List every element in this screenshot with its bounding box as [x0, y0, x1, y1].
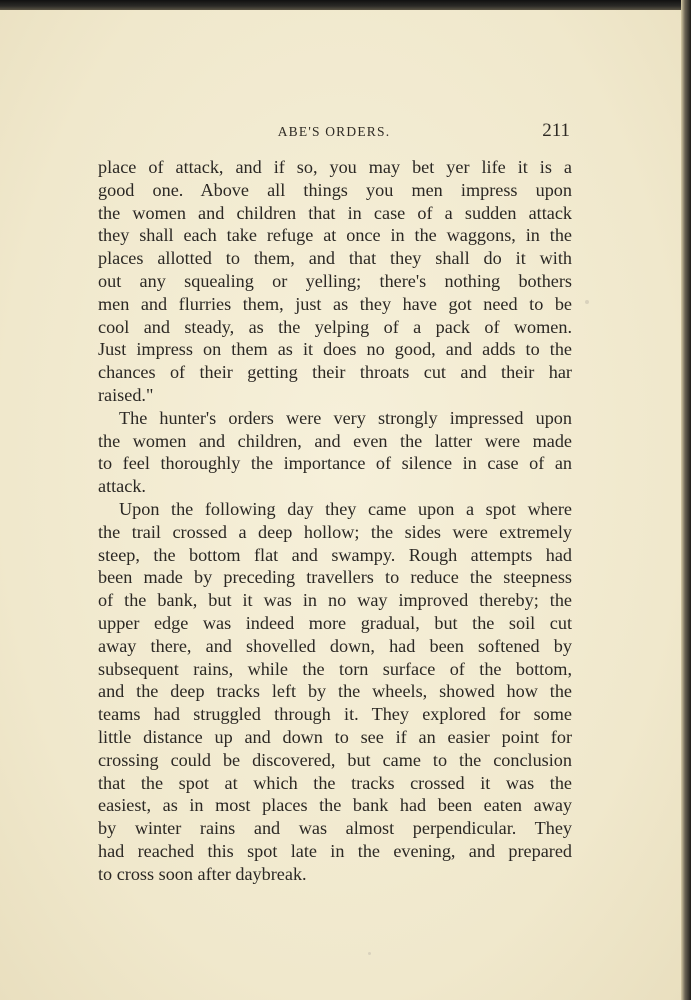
running-title: ABE'S ORDERS. — [277, 124, 391, 139]
text-line: to cross soon after daybreak. — [98, 863, 307, 884]
text-line: the women and children that in case of a sudden attack — [98, 202, 572, 223]
text-line: to feel thoroughly the importance of silence in case of an — [98, 453, 572, 474]
text-line: and the deep tracks left by the wheels, showed how the — [98, 681, 572, 702]
text-line: place of attack, and if so, you may bet yer life it is a — [98, 157, 572, 177]
text-line: teams had struggled through it. They explored for some — [98, 704, 572, 725]
text-line: raised." — [98, 384, 154, 405]
text-line: the women and children, and even the latter were made — [98, 430, 572, 451]
body-text — [98, 156, 572, 886]
text-line: men and flurries them, just as they have got need to be — [98, 293, 572, 314]
page-top-edge — [0, 0, 691, 10]
text-line: easiest, as in most places the bank had been eaten away — [98, 795, 572, 816]
text-line: Just impress on them as it does no good, and adds to the — [98, 339, 572, 360]
text-line: steep, the bottom flat and swampy. Rough attempts had — [98, 544, 572, 565]
text-line: places allotted to them, and that they shall do it with — [98, 248, 572, 269]
text-line: cool and steady, as the yelping of a pack of women. — [98, 316, 572, 337]
paper-speck — [585, 300, 589, 304]
text-line: away there, and shovelled down, had been softened by — [98, 635, 572, 656]
page-right-edge — [681, 0, 691, 1000]
text-line: chances of their getting their throats cut and their har — [98, 362, 572, 383]
text-line: The hunter's orders were very strongly impressed upon — [119, 407, 572, 428]
text-line: that the spot at which the tracks crossed it was the — [98, 772, 572, 793]
text-line: good one. Above all things you men impress upon — [98, 179, 572, 200]
text-line: out any squealing or yelling; there's nothing bothers — [98, 270, 572, 291]
running-head — [96, 120, 572, 144]
text-line: had reached this spot late in the evening, and prepared — [98, 840, 572, 861]
text-line: they shall each take refuge at once in the waggons, in the — [98, 225, 572, 246]
text-line: attack. — [98, 476, 146, 497]
text-line: little distance up and down to see if an easier point for — [98, 726, 572, 747]
text-line: Upon the following day they came upon a spot where — [119, 498, 572, 519]
text-line: by winter rains and was almost perpendicular. They — [98, 818, 572, 839]
text-line: been made by preceding travellers to reduce the steepness — [98, 567, 572, 588]
text-line: upper edge was indeed more gradual, but the soil cut — [98, 612, 572, 633]
text-line: subsequent rains, while the torn surface of the bottom, — [98, 658, 572, 679]
page-number: 211 — [542, 120, 570, 141]
text-line: the trail crossed a deep hollow; the sides were extremely — [98, 521, 572, 542]
paper-speck — [368, 952, 371, 955]
book-page — [0, 8, 682, 1000]
text-line: of the bank, but it was in no way improved thereby; the — [98, 590, 572, 611]
text-line: crossing could be discovered, but came to the conclusion — [98, 749, 572, 770]
